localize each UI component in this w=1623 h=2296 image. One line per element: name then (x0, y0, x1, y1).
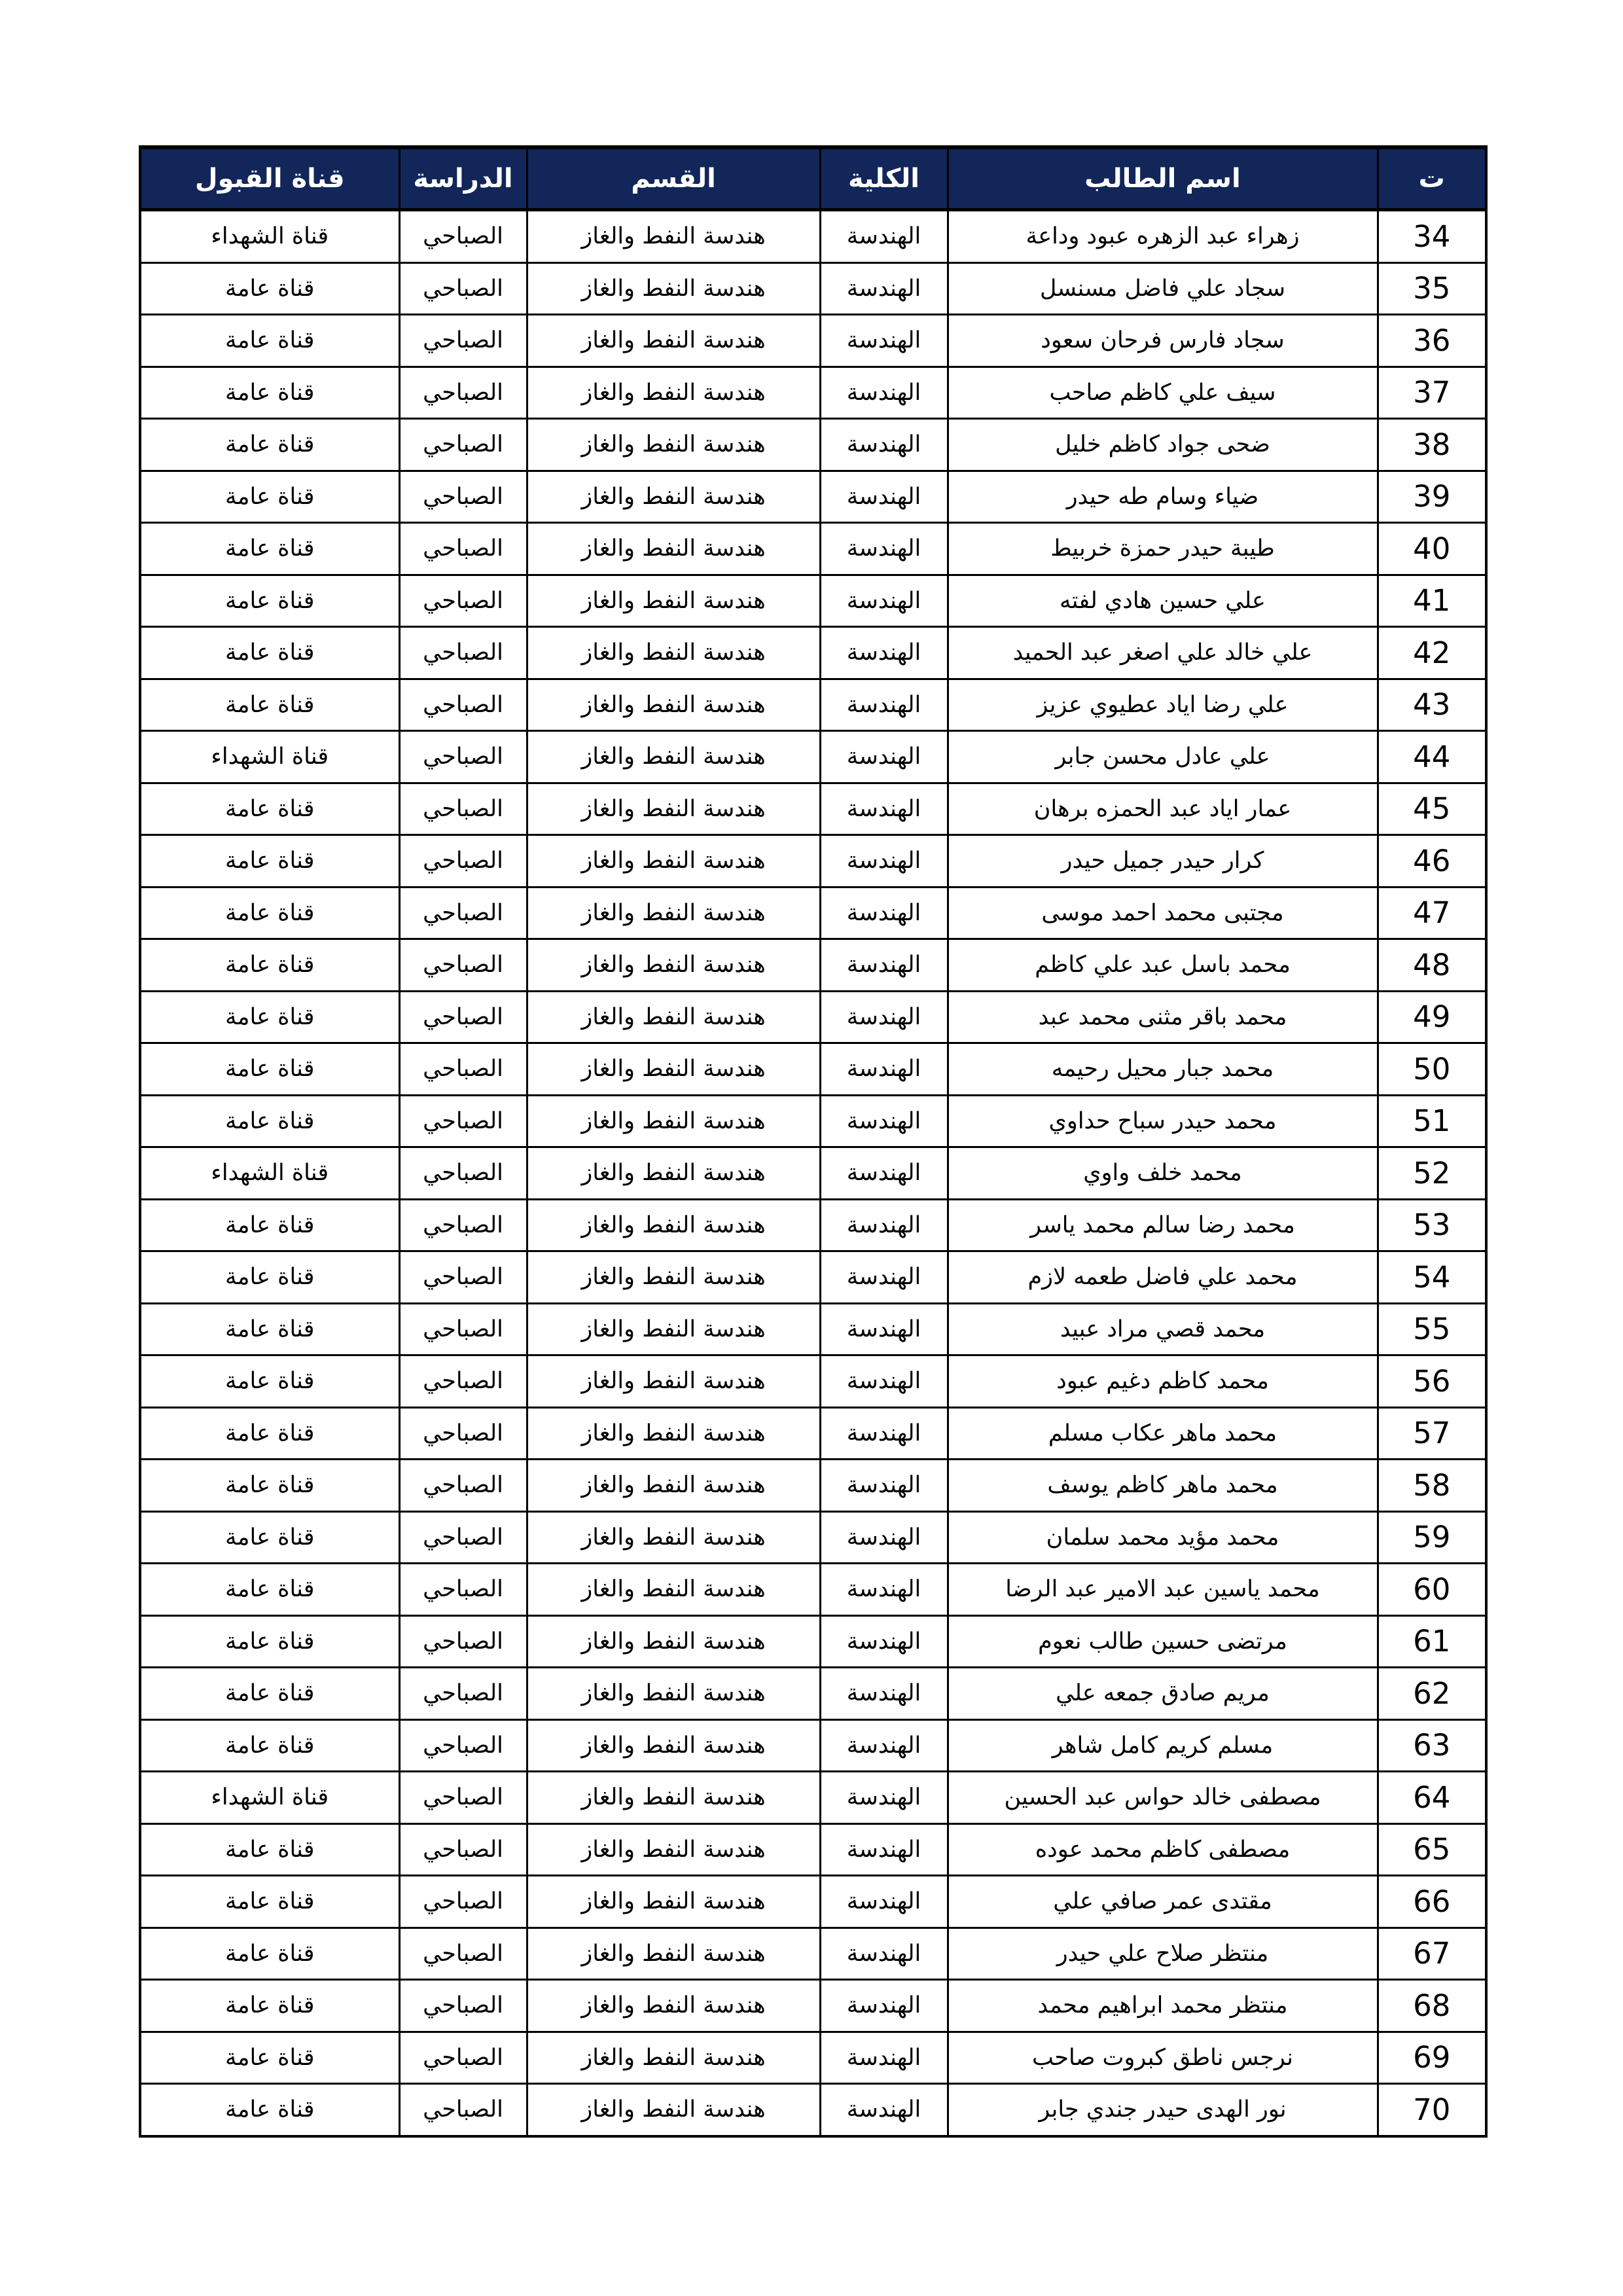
cell-serial: 57 (1378, 1407, 1486, 1460)
table-row (140, 262, 1486, 315)
table-row (140, 991, 1486, 1043)
header-cell-department: القسم (527, 147, 820, 210)
cell-student-name: سيف علي كاظم صاحب (948, 367, 1378, 419)
cell-department: هندسة النفط والغاز (527, 887, 820, 939)
cell-admission-channel: قناة عامة (140, 523, 399, 575)
cell-admission-channel: قناة عامة (140, 783, 399, 835)
cell-admission-channel: قناة عامة (140, 1355, 399, 1408)
cell-serial: 35 (1378, 262, 1486, 315)
cell-serial: 53 (1378, 1199, 1486, 1251)
cell-admission-channel: قناة عامة (140, 1928, 399, 1980)
table-row (140, 887, 1486, 939)
cell-study-type: الصباحي (399, 210, 527, 263)
cell-department: هندسة النفط والغاز (527, 471, 820, 523)
cell-admission-channel: قناة عامة (140, 575, 399, 627)
cell-serial: 46 (1378, 835, 1486, 888)
cell-student-name: محمد ماهر عكاب مسلم (948, 1407, 1378, 1460)
cell-admission-channel: قناة عامة (140, 1095, 399, 1147)
cell-serial: 40 (1378, 523, 1486, 575)
table-row (140, 1460, 1486, 1512)
table-row (140, 939, 1486, 992)
cell-study-type: الصباحي (399, 471, 527, 523)
cell-serial: 55 (1378, 1303, 1486, 1355)
cell-study-type: الصباحي (399, 1147, 527, 1200)
cell-admission-channel: قناة عامة (140, 419, 399, 471)
cell-student-name: مسلم كريم كامل شاهر (948, 1719, 1378, 1772)
cell-department: هندسة النفط والغاز (527, 1511, 820, 1564)
table-row (140, 783, 1486, 835)
table-row (140, 367, 1486, 419)
cell-college: الهندسة (820, 991, 948, 1043)
table-row (140, 1980, 1486, 2032)
cell-serial: 59 (1378, 1511, 1486, 1564)
cell-student-name: علي عادل محسن جابر (948, 731, 1378, 783)
cell-department: هندسة النفط والغاز (527, 2032, 820, 2084)
table-row (140, 1511, 1486, 1564)
cell-department: هندسة النفط والغاز (527, 1147, 820, 1200)
cell-student-name: محمد ماهر كاظم يوسف (948, 1460, 1378, 1512)
table-row (140, 575, 1486, 627)
table-row (140, 523, 1486, 575)
cell-student-name: محمد قصي مراد عبيد (948, 1303, 1378, 1355)
cell-admission-channel: قناة عامة (140, 367, 399, 419)
table-row (140, 835, 1486, 888)
cell-department: هندسة النفط والغاز (527, 1043, 820, 1096)
cell-college: الهندسة (820, 835, 948, 888)
cell-study-type: الصباحي (399, 939, 527, 992)
table-body (140, 210, 1486, 2136)
cell-student-name: مريم صادق جمعه علي (948, 1668, 1378, 1720)
header-cell-college: الكلية (820, 147, 948, 210)
cell-college: الهندسة (820, 367, 948, 419)
cell-department: هندسة النفط والغاز (527, 262, 820, 315)
table-row (140, 1668, 1486, 1720)
cell-study-type: الصباحي (399, 1460, 527, 1512)
cell-college: الهندسة (820, 679, 948, 731)
cell-department: هندسة النفط والغاز (527, 1199, 820, 1251)
cell-department: هندسة النفط والغاز (527, 1928, 820, 1980)
cell-department: هندسة النفط والغاز (527, 835, 820, 888)
cell-serial: 66 (1378, 1876, 1486, 1928)
cell-study-type: الصباحي (399, 1303, 527, 1355)
cell-study-type: الصباحي (399, 1407, 527, 1460)
header-cell-serial: ت (1378, 147, 1486, 210)
table-row (140, 1043, 1486, 1096)
cell-college: الهندسة (820, 1823, 948, 1876)
cell-serial: 47 (1378, 887, 1486, 939)
cell-admission-channel: قناة عامة (140, 1823, 399, 1876)
cell-college: الهندسة (820, 1251, 948, 1304)
cell-study-type: الصباحي (399, 627, 527, 679)
cell-student-name: نرجس ناطق كبروت صاحب (948, 2032, 1378, 2084)
cell-study-type: الصباحي (399, 1511, 527, 1564)
cell-department: هندسة النفط والغاز (527, 1668, 820, 1720)
cell-department: هندسة النفط والغاز (527, 1355, 820, 1408)
table-row (140, 1407, 1486, 1460)
cell-department: هندسة النفط والغاز (527, 1772, 820, 1824)
cell-study-type: الصباحي (399, 1668, 527, 1720)
cell-department: هندسة النفط والغاز (527, 731, 820, 783)
table-row (140, 2084, 1486, 2136)
cell-serial: 43 (1378, 679, 1486, 731)
cell-admission-channel: قناة عامة (140, 2084, 399, 2136)
cell-admission-channel: قناة عامة (140, 1199, 399, 1251)
cell-admission-channel: قناة الشهداء (140, 210, 399, 263)
cell-college: الهندسة (820, 627, 948, 679)
cell-serial: 67 (1378, 1928, 1486, 1980)
header-cell-admission-channel: قناة القبول (140, 147, 399, 210)
table-row (140, 731, 1486, 783)
cell-serial: 63 (1378, 1719, 1486, 1772)
cell-serial: 69 (1378, 2032, 1486, 2084)
cell-serial: 58 (1378, 1460, 1486, 1512)
cell-student-name: محمد علي فاضل طعمه لازم (948, 1251, 1378, 1304)
cell-college: الهندسة (820, 1303, 948, 1355)
cell-college: الهندسة (820, 2084, 948, 2136)
cell-admission-channel: قناة عامة (140, 2032, 399, 2084)
cell-college: الهندسة (820, 1460, 948, 1512)
cell-admission-channel: قناة عامة (140, 1980, 399, 2032)
cell-serial: 64 (1378, 1772, 1486, 1824)
cell-college: الهندسة (820, 315, 948, 367)
cell-college: الهندسة (820, 783, 948, 835)
cell-serial: 62 (1378, 1668, 1486, 1720)
cell-study-type: الصباحي (399, 1355, 527, 1408)
cell-department: هندسة النفط والغاز (527, 991, 820, 1043)
cell-study-type: الصباحي (399, 1564, 527, 1616)
table-row (140, 471, 1486, 523)
cell-college: الهندسة (820, 1772, 948, 1824)
cell-department: هندسة النفط والغاز (527, 1303, 820, 1355)
cell-serial: 60 (1378, 1564, 1486, 1616)
cell-serial: 50 (1378, 1043, 1486, 1096)
cell-student-name: سجاد علي فاضل مسنسل (948, 262, 1378, 315)
admission-table (139, 145, 1488, 2138)
cell-study-type: الصباحي (399, 1876, 527, 1928)
cell-department: هندسة النفط والغاز (527, 1719, 820, 1772)
cell-admission-channel: قناة عامة (140, 1615, 399, 1668)
cell-student-name: محمد حيدر سباح حداوي (948, 1095, 1378, 1147)
cell-serial: 48 (1378, 939, 1486, 992)
cell-study-type: الصباحي (399, 367, 527, 419)
cell-department: هندسة النفط والغاز (527, 939, 820, 992)
cell-serial: 54 (1378, 1251, 1486, 1304)
cell-department: هندسة النفط والغاز (527, 627, 820, 679)
cell-admission-channel: قناة عامة (140, 939, 399, 992)
cell-serial: 52 (1378, 1147, 1486, 1200)
cell-college: الهندسة (820, 1355, 948, 1408)
table-row (140, 627, 1486, 679)
cell-department: هندسة النفط والغاز (527, 783, 820, 835)
cell-college: الهندسة (820, 575, 948, 627)
cell-department: هندسة النفط والغاز (527, 1876, 820, 1928)
cell-college: الهندسة (820, 1928, 948, 1980)
cell-serial: 61 (1378, 1615, 1486, 1668)
cell-serial: 70 (1378, 2084, 1486, 2136)
cell-admission-channel: قناة عامة (140, 1668, 399, 1720)
table-row (140, 1823, 1486, 1876)
cell-department: هندسة النفط والغاز (527, 210, 820, 263)
cell-student-name: محمد جبار محيل رحيمه (948, 1043, 1378, 1096)
cell-serial: 51 (1378, 1095, 1486, 1147)
cell-admission-channel: قناة الشهداء (140, 731, 399, 783)
cell-college: الهندسة (820, 1043, 948, 1096)
cell-serial: 36 (1378, 315, 1486, 367)
cell-department: هندسة النفط والغاز (527, 367, 820, 419)
cell-admission-channel: قناة عامة (140, 262, 399, 315)
cell-study-type: الصباحي (399, 1772, 527, 1824)
cell-college: الهندسة (820, 1719, 948, 1772)
table-row (140, 1355, 1486, 1408)
cell-college: الهندسة (820, 1615, 948, 1668)
table-row (140, 1095, 1486, 1147)
cell-serial: 44 (1378, 731, 1486, 783)
cell-student-name: علي رضا اياد عطيوي عزيز (948, 679, 1378, 731)
cell-student-name: عمار اياد عبد الحمزه برهان (948, 783, 1378, 835)
cell-serial: 49 (1378, 991, 1486, 1043)
cell-department: هندسة النفط والغاز (527, 575, 820, 627)
cell-study-type: الصباحي (399, 1043, 527, 1096)
table-row (140, 1772, 1486, 1824)
cell-student-name: منتظر صلاح علي حيدر (948, 1928, 1378, 1980)
cell-study-type: الصباحي (399, 575, 527, 627)
cell-admission-channel: قناة عامة (140, 835, 399, 888)
cell-serial: 37 (1378, 367, 1486, 419)
cell-department: هندسة النفط والغاز (527, 419, 820, 471)
cell-serial: 42 (1378, 627, 1486, 679)
cell-serial: 56 (1378, 1355, 1486, 1408)
table-row (140, 679, 1486, 731)
cell-study-type: الصباحي (399, 262, 527, 315)
cell-student-name: محمد مؤيد محمد سلمان (948, 1511, 1378, 1564)
cell-admission-channel: قناة عامة (140, 1043, 399, 1096)
cell-department: هندسة النفط والغاز (527, 1823, 820, 1876)
cell-college: الهندسة (820, 210, 948, 263)
cell-student-name: زهراء عبد الزهره عبود وداعة (948, 210, 1378, 263)
cell-serial: 39 (1378, 471, 1486, 523)
cell-study-type: الصباحي (399, 1251, 527, 1304)
table-row (140, 1615, 1486, 1668)
cell-department: هندسة النفط والغاز (527, 1615, 820, 1668)
cell-college: الهندسة (820, 939, 948, 992)
cell-college: الهندسة (820, 1511, 948, 1564)
header-cell-student-name: اسم الطالب (948, 147, 1378, 210)
cell-department: هندسة النفط والغاز (527, 1407, 820, 1460)
cell-admission-channel: قناة عامة (140, 1564, 399, 1616)
cell-student-name: كرار حيدر جميل حيدر (948, 835, 1378, 888)
table-row (140, 1199, 1486, 1251)
cell-admission-channel: قناة عامة (140, 991, 399, 1043)
cell-study-type: الصباحي (399, 315, 527, 367)
cell-study-type: الصباحي (399, 523, 527, 575)
cell-serial: 38 (1378, 419, 1486, 471)
table-header (140, 147, 1486, 210)
cell-study-type: الصباحي (399, 2032, 527, 2084)
cell-student-name: مجتبى محمد احمد موسى (948, 887, 1378, 939)
cell-college: الهندسة (820, 471, 948, 523)
cell-admission-channel: قناة عامة (140, 679, 399, 731)
cell-department: هندسة النفط والغاز (527, 679, 820, 731)
table-row (140, 1303, 1486, 1355)
cell-serial: 68 (1378, 1980, 1486, 2032)
cell-admission-channel: قناة عامة (140, 627, 399, 679)
cell-student-name: نور الهدى حيدر جندي جابر (948, 2084, 1378, 2136)
table-row (140, 1147, 1486, 1200)
cell-serial: 34 (1378, 210, 1486, 263)
cell-study-type: الصباحي (399, 783, 527, 835)
cell-study-type: الصباحي (399, 887, 527, 939)
cell-serial: 41 (1378, 575, 1486, 627)
cell-student-name: محمد باسل عبد علي كاظم (948, 939, 1378, 992)
cell-study-type: الصباحي (399, 731, 527, 783)
table-row (140, 1251, 1486, 1304)
cell-department: هندسة النفط والغاز (527, 2084, 820, 2136)
cell-study-type: الصباحي (399, 1199, 527, 1251)
table-row (140, 210, 1486, 263)
table-row (140, 315, 1486, 367)
cell-department: هندسة النفط والغاز (527, 1460, 820, 1512)
cell-college: الهندسة (820, 1668, 948, 1720)
cell-student-name: علي حسين هادي لفته (948, 575, 1378, 627)
cell-college: الهندسة (820, 1407, 948, 1460)
cell-student-name: علي خالد علي اصغر عبد الحميد (948, 627, 1378, 679)
cell-study-type: الصباحي (399, 991, 527, 1043)
cell-admission-channel: قناة عامة (140, 1303, 399, 1355)
cell-department: هندسة النفط والغاز (527, 523, 820, 575)
cell-study-type: الصباحي (399, 419, 527, 471)
cell-study-type: الصباحي (399, 1095, 527, 1147)
cell-college: الهندسة (820, 887, 948, 939)
cell-admission-channel: قناة عامة (140, 1719, 399, 1772)
cell-student-name: سجاد فارس فرحان سعود (948, 315, 1378, 367)
cell-department: هندسة النفط والغاز (527, 1251, 820, 1304)
cell-admission-channel: قناة عامة (140, 1460, 399, 1512)
cell-study-type: الصباحي (399, 1823, 527, 1876)
cell-college: الهندسة (820, 1876, 948, 1928)
cell-student-name: مقتدى عمر صافي علي (948, 1876, 1378, 1928)
table-row (140, 1928, 1486, 1980)
cell-college: الهندسة (820, 1199, 948, 1251)
cell-department: هندسة النفط والغاز (527, 1564, 820, 1616)
header-cell-study-type: الدراسة (399, 147, 527, 210)
cell-college: الهندسة (820, 1980, 948, 2032)
cell-student-name: محمد رضا سالم محمد ياسر (948, 1199, 1378, 1251)
cell-college: الهندسة (820, 2032, 948, 2084)
cell-student-name: طيبة حيدر حمزة خربيط (948, 523, 1378, 575)
cell-student-name: منتظر محمد ابراهيم محمد (948, 1980, 1378, 2032)
cell-student-name: مصطفى خالد حواس عبد الحسين (948, 1772, 1378, 1824)
cell-study-type: الصباحي (399, 1719, 527, 1772)
cell-student-name: ضحى جواد كاظم خليل (948, 419, 1378, 471)
cell-study-type: الصباحي (399, 1615, 527, 1668)
cell-student-name: مصطفى كاظم محمد عوده (948, 1823, 1378, 1876)
cell-college: الهندسة (820, 419, 948, 471)
table-row (140, 2032, 1486, 2084)
cell-department: هندسة النفط والغاز (527, 1095, 820, 1147)
cell-college: الهندسة (820, 1095, 948, 1147)
cell-admission-channel: قناة عامة (140, 1251, 399, 1304)
cell-student-name: محمد ياسين عبد الامير عبد الرضا (948, 1564, 1378, 1616)
cell-college: الهندسة (820, 523, 948, 575)
cell-admission-channel: قناة عامة (140, 1876, 399, 1928)
cell-study-type: الصباحي (399, 2084, 527, 2136)
cell-serial: 65 (1378, 1823, 1486, 1876)
cell-student-name: محمد خلف واوي (948, 1147, 1378, 1200)
cell-study-type: الصباحي (399, 1980, 527, 2032)
cell-study-type: الصباحي (399, 679, 527, 731)
table-row (140, 419, 1486, 471)
cell-admission-channel: قناة عامة (140, 471, 399, 523)
cell-admission-channel: قناة عامة (140, 1407, 399, 1460)
cell-admission-channel: قناة الشهداء (140, 1772, 399, 1824)
cell-admission-channel: قناة عامة (140, 887, 399, 939)
table-row (140, 1876, 1486, 1928)
table-row (140, 1564, 1486, 1616)
cell-college: الهندسة (820, 262, 948, 315)
cell-department: هندسة النفط والغاز (527, 315, 820, 367)
header-row (140, 147, 1486, 210)
cell-study-type: الصباحي (399, 1928, 527, 1980)
cell-admission-channel: قناة عامة (140, 315, 399, 367)
cell-study-type: الصباحي (399, 835, 527, 888)
cell-student-name: مرتضى حسين طالب نعوم (948, 1615, 1378, 1668)
cell-college: الهندسة (820, 1147, 948, 1200)
cell-student-name: محمد كاظم دغيم عبود (948, 1355, 1378, 1408)
table-row (140, 1719, 1486, 1772)
cell-student-name: محمد باقر مثنى محمد عبد (948, 991, 1378, 1043)
cell-student-name: ضياء وسام طه حيدر (948, 471, 1378, 523)
cell-serial: 45 (1378, 783, 1486, 835)
cell-admission-channel: قناة الشهداء (140, 1147, 399, 1200)
cell-college: الهندسة (820, 731, 948, 783)
cell-department: هندسة النفط والغاز (527, 1980, 820, 2032)
cell-college: الهندسة (820, 1564, 948, 1616)
cell-admission-channel: قناة عامة (140, 1511, 399, 1564)
